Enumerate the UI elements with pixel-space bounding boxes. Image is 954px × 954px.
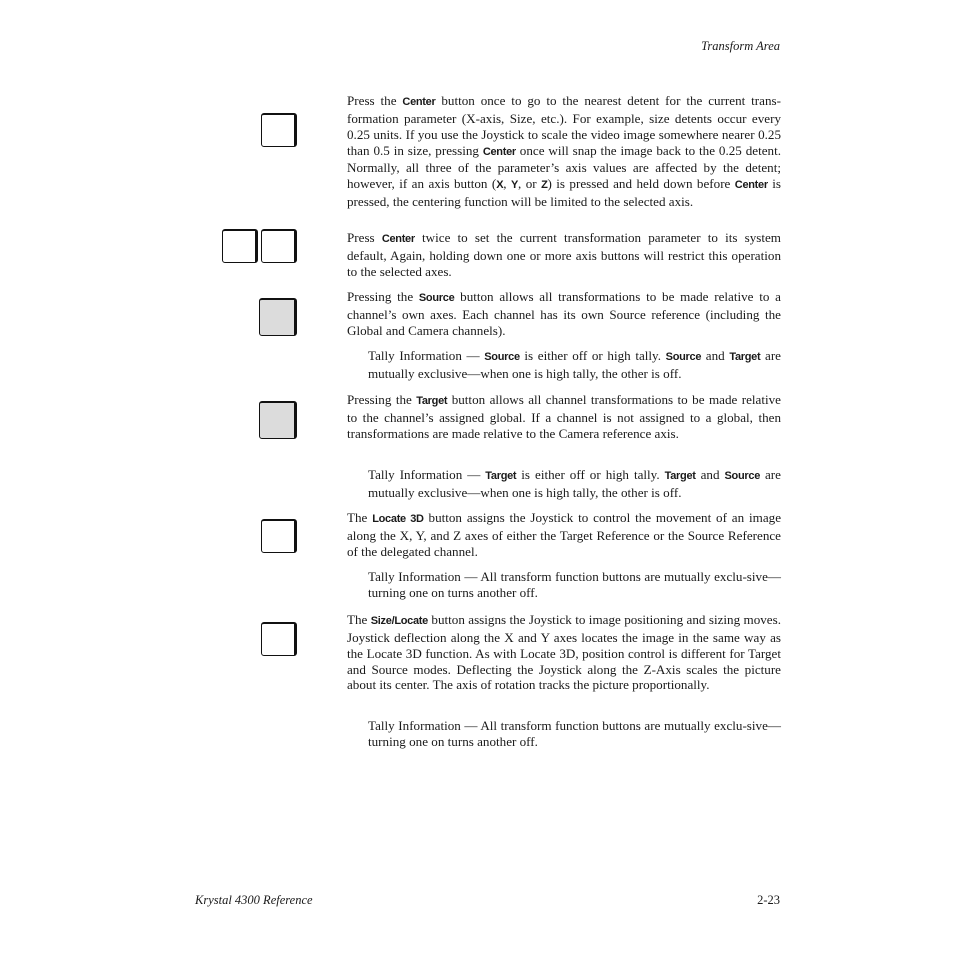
center-once-paragraph: Press the Center button once to go to the nearest detent for the current trans-formation parameter (X-axis, Size, etc.). For example, size detents occur every 0.25 units. If you use the Joystick to scale the video image somewhere nearer 0.25 than 0.5 in size, pressing Center once will snap the image back to the 0.25 detent. Normally, all three of the parameter’s axis values are affected by the detent; however, if an axis button (X, Y, or Z) is pressed and held down before Center is pressed, the centering function will be limited to the selected axis. [347,93,782,210]
keyword-locate-3d: Locate 3D [372,513,424,525]
keyword-source: Source [724,470,761,482]
running-header: Transform Area [701,39,780,53]
source-tally-paragraph: Tally Information — Source is either off or high tally. Source and Target are mutually exclusive—when one is high tally, the other is off. [368,348,781,381]
keyword-z: Z [541,179,548,192]
keyword-x: X [496,179,504,192]
target-tally-paragraph: Tally Information — Target is either off or high tally. Target and Source are mutually exclusive—when one is high tally, the other is off. [368,467,781,500]
target-paragraph: Pressing the Target button allows all channel transformations to be made relative to the channel’s assigned global. If a channel is not assigned to a global, then transformations are made relative to the Camera reference axis. [347,392,781,441]
center-button-illustration-second [261,229,297,263]
keyword-center: Center [402,96,436,108]
locate-3d-button-illustration [261,519,297,553]
keyword-target: Target [485,470,517,482]
keyword-target: Target [729,351,761,363]
locate-3d-paragraph: The Locate 3D button assigns the Joystick to control the movement of an image along the X, Y, and Z axes of either the Target Reference or the Source Reference of the delegated channel. [347,510,782,559]
locate-3d-tally-paragraph: Tally Information — All transform function buttons are mutually exclu-sive—turning one on turns another off. [368,569,781,600]
keyword-target: Target [664,470,696,482]
size-locate-button-illustration [261,622,297,656]
center-button-illustration [261,113,297,147]
target-button-illustration [259,401,297,439]
size-locate-tally-paragraph: Tally Information — All transform function buttons are mutually exclu-sive—turning one on turns another off. [368,718,781,749]
keyword-center: Center [734,179,768,192]
keyword-source: Source [418,292,455,304]
keyword-y: Y [510,179,519,192]
source-button-illustration [259,298,297,336]
keyword-target: Target [416,395,448,407]
keyword-source: Source [484,351,520,363]
keyword-center: Center [482,145,516,158]
footer-page-number: 2-23 [757,893,780,907]
keyword-center: Center [381,233,415,245]
size-locate-paragraph: The Size/Locate button assigns the Joystick to image positioning and sizing moves. Joystick deflection along the X and Y axes locates the image in the same way as the Locate 3D function. As with Locate 3D, position control is different for Target and Source modes. Deflecting the Joystick along the Z-Axis scales the picture about its center. The axis of rotation tracks the picture proportionally. [347,612,781,693]
center-button-illustration-first [222,229,258,263]
keyword-size-locate: Size/Locate [370,615,428,627]
keyword-source: Source [665,351,702,363]
center-twice-paragraph: Press Center twice to set the current transformation parameter to its system default, Again, holding down one or more axis buttons will restrict this operation to the selected axes. [347,230,781,279]
footer-book-title: Krystal 4300 Reference [195,893,313,907]
source-paragraph: Pressing the Source button allows all transformations to be made relative to a channel’s own axes. Each channel has its own Source reference (including the Global and Camera channels). [347,289,781,338]
